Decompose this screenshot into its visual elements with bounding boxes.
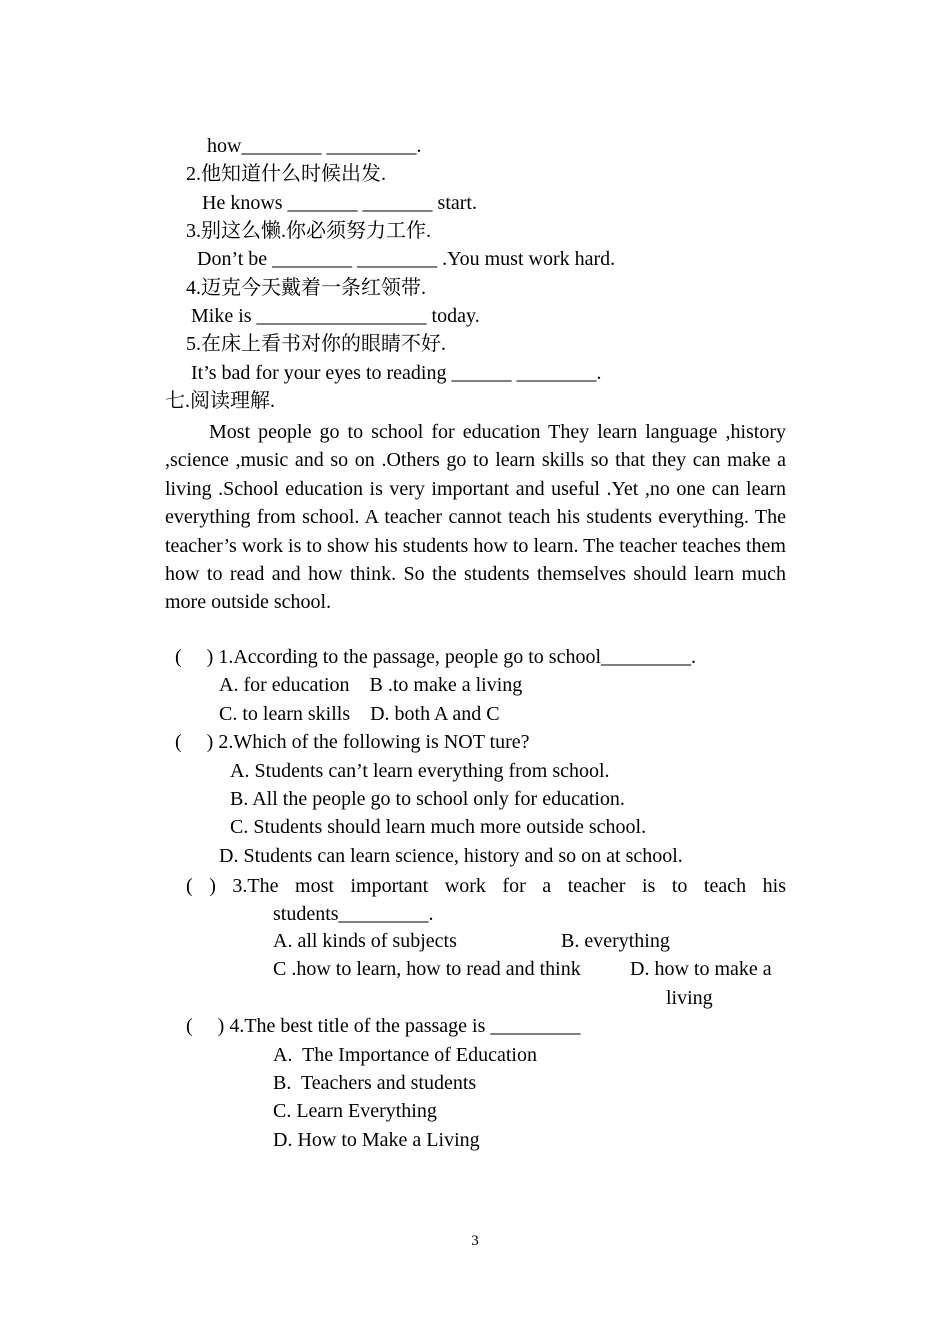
reading-passage: Most people go to school for education They learn language ,history ,science ,music and so on .Others go to learn skills so that they can make a living .School education is very important and useful .Yet ,no one can learn everything from school. A teacher cannot teach his students everything. The teacher’s work is to show his students how to learn. The teacher teaches them how to read and how think. So the students themselves should learn much more outside school. bbox=[165, 421, 786, 614]
translation-2-english: He knows _______ _______ start. bbox=[202, 192, 477, 214]
question-2-option-a: A. Students can’t learn everything from school. bbox=[230, 760, 610, 782]
question-2-option-d: D. Students can learn science, history and so on at school. bbox=[219, 845, 683, 867]
question-3-option-d: D. how to make a bbox=[630, 958, 772, 980]
question-3-option-c: C .how to learn, how to read and think bbox=[273, 958, 581, 980]
question-1-options-ab: A. for education B .to make a living bbox=[219, 674, 523, 696]
question-3-option-a: A. all kinds of subjects bbox=[273, 930, 457, 952]
question-2-option-b: B. All the people go to school only for education. bbox=[230, 788, 625, 810]
question-4-option-b: B. Teachers and students bbox=[273, 1072, 477, 1094]
question-4-stem: ( ) 4.The best title of the passage is _________ bbox=[186, 1015, 581, 1037]
question-2-option-c: C. Students should learn much more outside school. bbox=[230, 816, 647, 838]
question-4-option-c: C. Learn Everything bbox=[273, 1100, 437, 1122]
translation-3-english: Don’t be ________ ________ .You must work hard. bbox=[197, 248, 616, 270]
translation-3-chinese: 3.别这么懒.你必须努力工作. bbox=[186, 220, 431, 242]
question-3-option-d-cont: living bbox=[666, 987, 713, 1009]
section-title: 七.阅读理解. bbox=[165, 390, 275, 412]
question-4-option-a: A. The Importance of Education bbox=[273, 1044, 537, 1066]
translation-5-chinese: 5.在床上看书对你的眼睛不好. bbox=[186, 333, 446, 355]
translation-5-english: It’s bad for your eyes to reading ______ ________. bbox=[191, 362, 602, 384]
question-2-stem: ( ) 2.Which of the following is NOT ture? bbox=[175, 731, 530, 753]
translation-2-chinese: 2.他知道什么时候出发. bbox=[186, 163, 386, 185]
question-1-options-cd: C. to learn skills D. both A and C bbox=[219, 703, 500, 725]
question-3-option-b: B. everything bbox=[561, 930, 670, 952]
question-1-stem: ( ) 1.According to the passage, people go to school_________. bbox=[175, 646, 697, 668]
translation-4-english: Mike is _________________ today. bbox=[191, 305, 480, 327]
translation-4-chinese: 4.迈克今天戴着一条红领带. bbox=[186, 277, 426, 299]
page-number: 3 bbox=[471, 1233, 479, 1249]
question-3-stem: ( ) 3.The most important work for a teacher is to teach his students_________. bbox=[186, 875, 786, 926]
question-4-option-d: D. How to Make a Living bbox=[273, 1129, 480, 1151]
translation-1-tail: how________ _________. bbox=[207, 135, 422, 157]
